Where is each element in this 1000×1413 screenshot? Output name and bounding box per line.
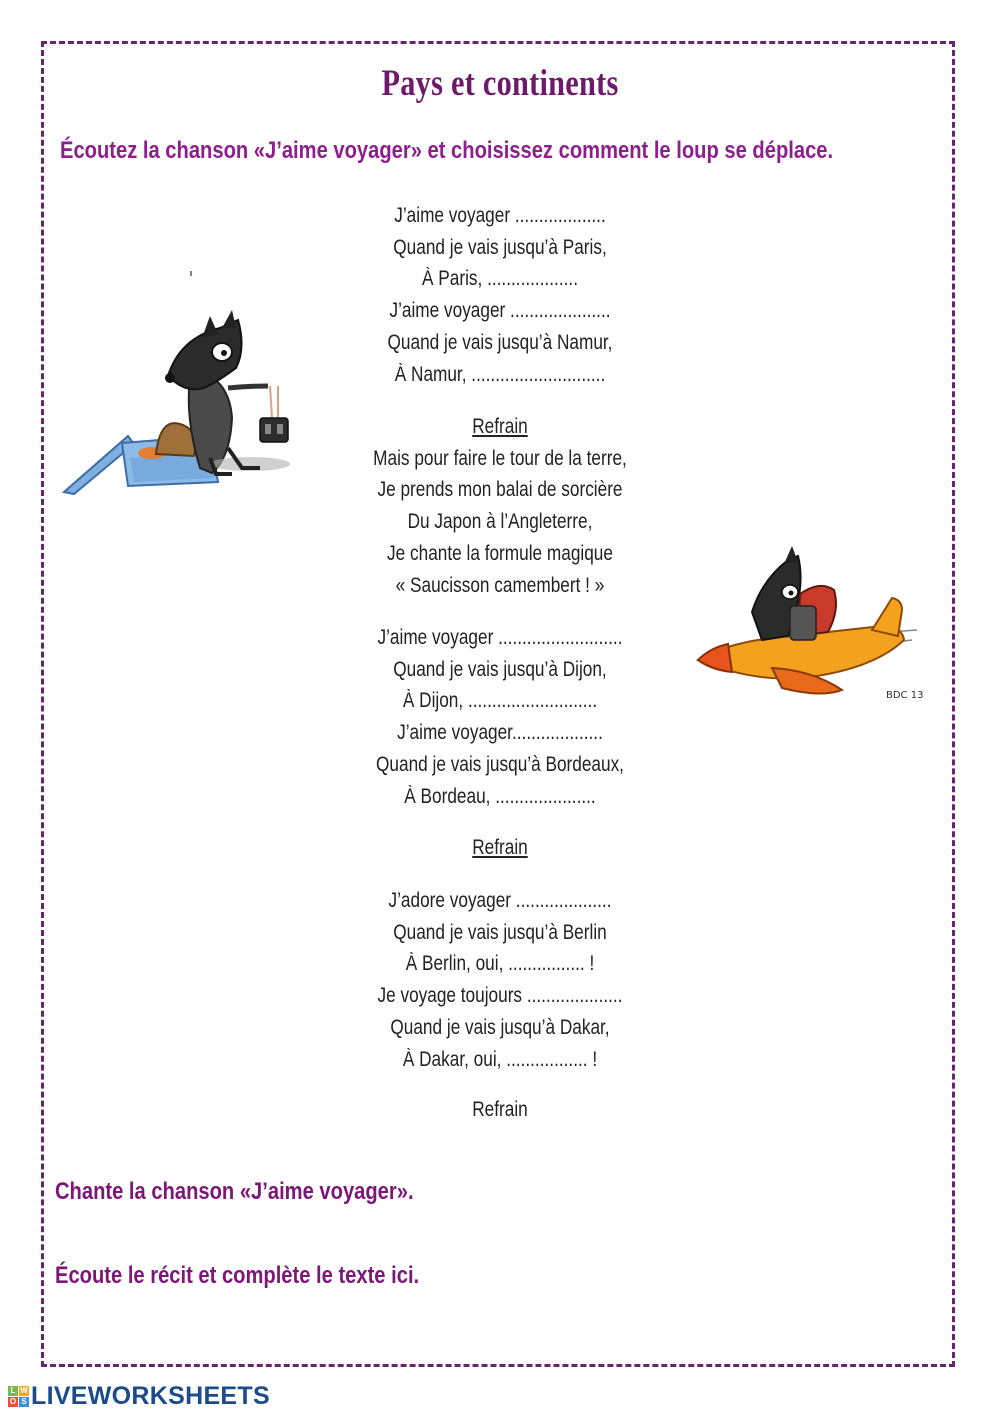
song-line: Mais pour faire le tour de la terre, [373,446,627,470]
song-line: Quand je vais jusqu’à Dijon, [393,657,607,681]
song-line: Quand je vais jusqu’à Paris, [393,235,607,259]
instruction-complete: Écoute le récit et complète le texte ici. [55,1262,420,1289]
song-line: À Dijon, ........................... [402,689,598,713]
refrain-1 [250,411,750,601]
page-title: Pays et continents [381,63,619,104]
instruction-sing: Chante la chanson «J’aime voyager». [55,1178,414,1205]
verse-3 [250,885,750,1075]
liveworksheets-logo-icon: L W O S [9,1385,28,1406]
song-line: À Berlin, oui, ................ ! [405,952,595,976]
instruction-listen: Écoutez la chanson «J’aime voyager» et choisissez comment le loup se déplace. [60,137,834,164]
song-line: J’adore voyager .................... [388,889,612,912]
artist-signature: BDC 13 [886,690,924,701]
wolf-airplane-illustration [692,540,927,710]
brand-name: LIVEWORKSHEETS [31,1381,270,1410]
song-line: « Saucisson camembert ! » [395,573,605,597]
song-line: Je prends mon balai de sorcière [377,478,623,502]
song-line: J’aime voyager................... [397,721,603,745]
song-line: Quand je vais jusqu’à Dakar, [390,1015,610,1039]
refrain-3 [250,1094,750,1126]
song-line: J’aime voyager ................... [394,204,606,227]
liveworksheets-brand [8,1381,270,1411]
refrain-heading: Refrain [472,836,528,859]
refrain-2 [250,832,750,864]
song-line: Du Japon à l’Angleterre, [407,510,593,534]
song-line: J’aime voyager ..................... [389,299,611,323]
refrain-heading: Refrain [472,1098,528,1121]
refrain-heading: Refrain [472,415,528,438]
verse-2 [250,622,750,812]
song-line: Quand je vais jusqu’à Berlin [393,920,607,944]
song-line: Je voyage toujours .................... [377,984,623,1008]
song-line: J’aime voyager .......................... [377,626,623,649]
song-line: Je chante la formule magique [387,541,613,565]
song-line: À Paris, ................... [422,267,578,291]
verse-1 [250,200,750,390]
song-line: Quand je vais jusqu’à Bordeaux, [376,752,624,776]
song-line: Quand je vais jusqu’à Namur, [387,330,613,354]
song-line: À Dakar, oui, ................. ! [402,1047,598,1071]
wolf-suitcase-illustration [60,268,295,498]
song-line: À Bordeau, ..................... [404,784,596,808]
song-line: À Namur, ............................ [394,362,606,386]
